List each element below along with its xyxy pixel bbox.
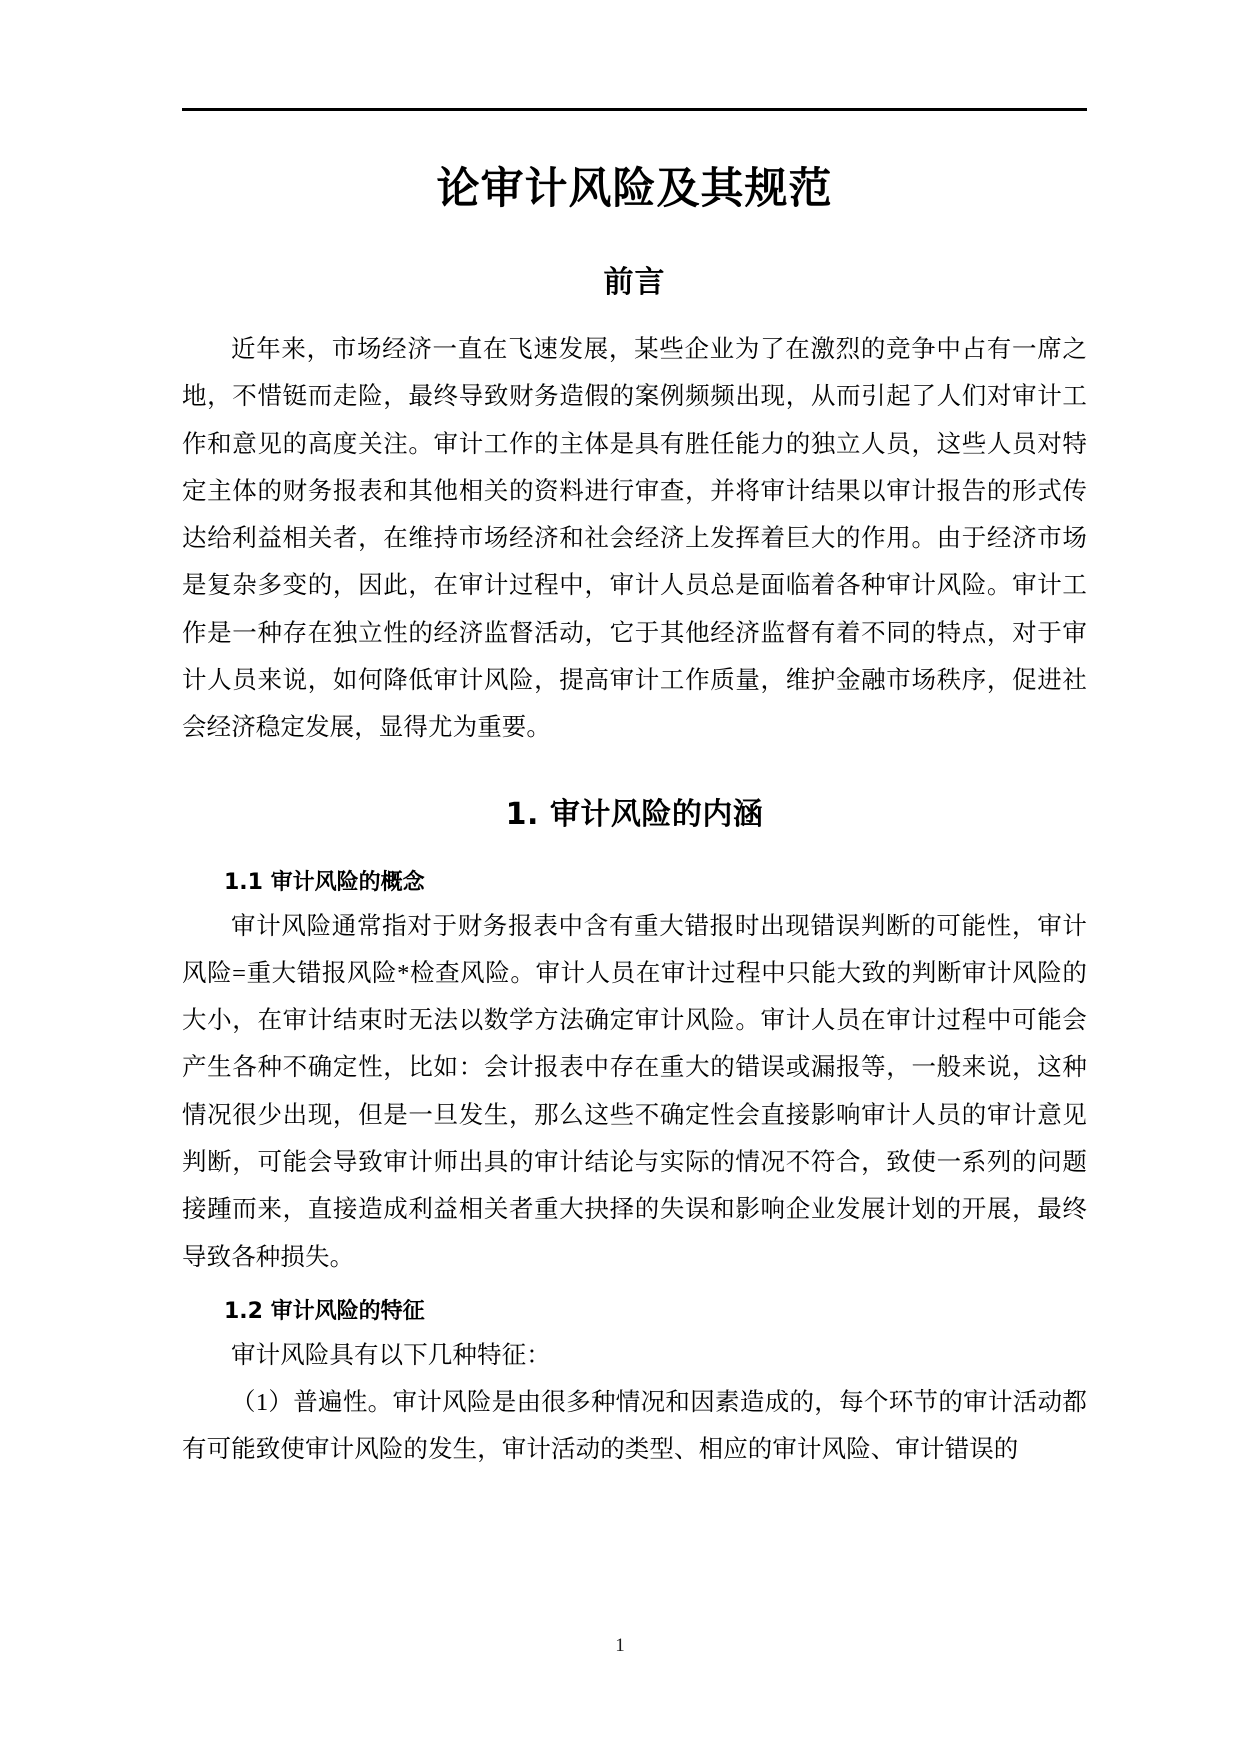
document-title: 论审计风险及其规范 (436, 164, 833, 214)
subsection-1-1-heading: 1.1 审计风险的概念 (224, 869, 425, 895)
page-number: 1 (615, 1635, 625, 1656)
preface-heading: 前言 (603, 265, 666, 301)
subsection-1-2-heading: 1.2 审计风险的特征 (224, 1298, 425, 1324)
page-header (182, 108, 1087, 112)
page-footer (0, 1635, 1240, 1657)
header-divider-line (182, 108, 1087, 111)
subsection-1-1-paragraph: 审计风险通常指对于财务报表中含有重大错报时出现错误判断的可能性，审计风险=重大错报风险*检查风险。审计人员在审计过程中只能大致的判断审计风险的大小，在审计结束时无法以数学方法确定审计风险。审计人员在审计过程中可能会产生各种不确定性，比如：会计报表中存在重大的错误或漏报等，一般来说，这种情况很少出现，但是一旦发生，那么这些不确定性会直接影响审计人员的审计意见判断，可能会导致审计师出具的审计结论与实际的情况不符合，致使一系列的问题接踵而来，直接造成利益相关者重大抉择的失误和影响企业发展计划的开展，最终导致各种损失。 (182, 912, 1087, 1271)
subsection-1-2-paragraph-item-1: （1）普遍性。审计风险是由很多种情况和因素造成的，每个环节的审计活动都有可能致使审计风险的发生，审计活动的类型、相应的审计风险、审计错误的 (182, 1389, 1087, 1464)
section-1-heading: 1. 审计风险的内涵 (505, 796, 764, 832)
subsection-1-2-paragraph-intro: 审计风险具有以下几种特征： (231, 1341, 551, 1369)
preface-paragraph: 近年来，市场经济一直在飞速发展，某些企业为了在激烈的竞争中占有一席之地，不惜铤而走险，最终导致财务造假的案例频频出现，从而引起了人们对审计工作和意见的高度关注。审计工作的主体是具有胜任能力的独立人员，这些人员对特定主体的财务报表和其他相关的资料进行审查，并将审计结果以审计报告的形式传达给利益相关者，在维持市场经济和社会经济上发挥着巨大的作用。由于经济市场是复杂多变的，因此，在审计过程中，审计人员总是面临着各种审计风险。审计工作是一种存在独立性的经济监督活动，它于其他经济监督有着不同的特点，对于审计人员来说，如何降低审计风险，提高审计工作质量，维护金融市场秩序，促进社会经济稳定发展，显得尤为重要。 (182, 336, 1087, 742)
document-content (182, 150, 1087, 1476)
